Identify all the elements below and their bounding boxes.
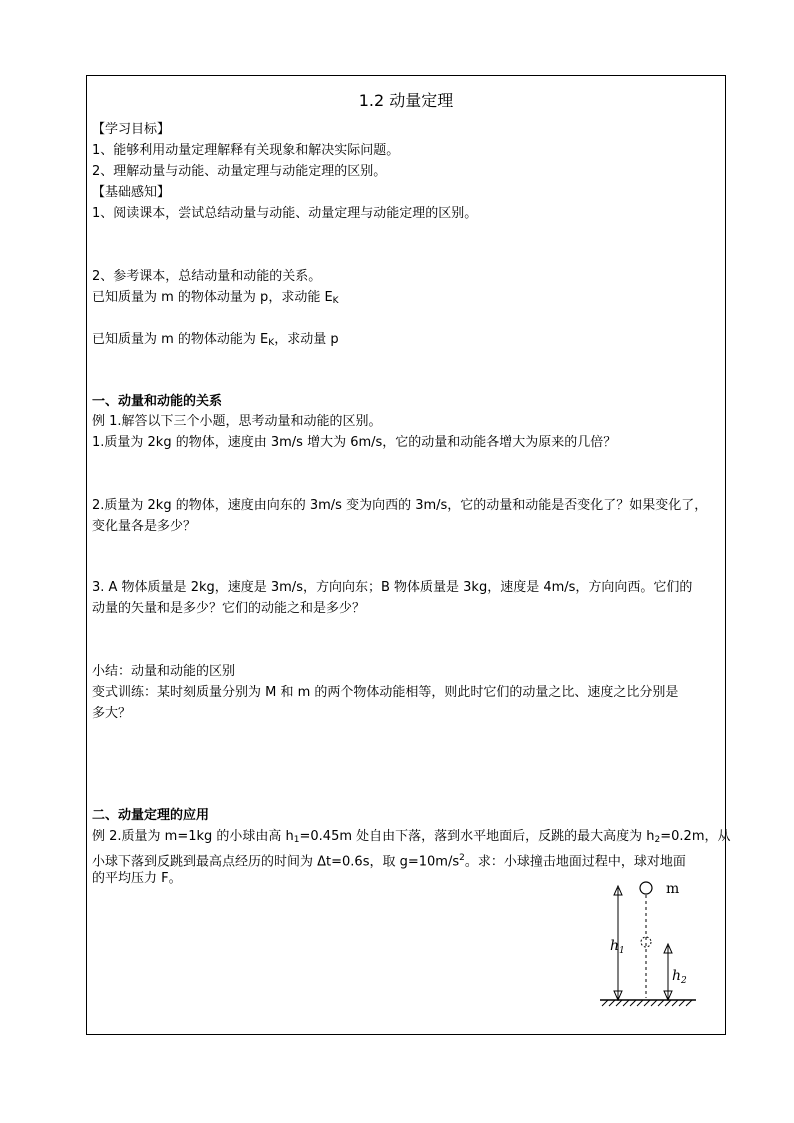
- example-1-intro: 例 1.解答以下三个小题，思考动量和动能的区别。: [92, 414, 382, 429]
- page-title: 1.2 动量定理: [358, 91, 454, 110]
- basics-heading: 【基础感知】: [92, 185, 171, 200]
- variant-training-line2: 多大？: [92, 706, 132, 721]
- h1-label: $h_1$: [610, 938, 625, 956]
- summary-line: 小结：动量和动能的区别: [92, 664, 236, 679]
- example-2-line3: 的平均压力 F。: [92, 871, 182, 886]
- ball-top-icon: [640, 882, 652, 894]
- section2-heading: 二、动量定理的应用: [92, 808, 210, 823]
- goals-heading: 【学习目标】: [92, 122, 171, 137]
- basics-question-2a: 已知质量为 m 的物体动量为 p，求动能 $E_K$: [92, 290, 339, 306]
- example-1-problem-3-line1: 3. A 物体质量是 2kg，速度是 3m/s，方向向东；B 物体质量是 3kg，速度是 4m/s，方向向西。它们的: [92, 580, 693, 595]
- section1-heading: 一、动量和动能的关系: [92, 394, 223, 409]
- mass-label: m: [666, 881, 680, 897]
- example-1-problem-1: 1.质量为 2kg 的物体，速度由 3m/s 增大为 6m/s，它的动量和动能各增大为原来的几倍？: [92, 435, 617, 450]
- variant-training-line1: 变式训练：某时刻质量分别为 M 和 m 的两个物体动能相等，则此时它们的动量之比、速度之比分别是: [92, 685, 679, 700]
- goal-item-2: 2、理解动量与动能、动量定理与动能定理的区别。: [92, 164, 387, 179]
- basics-question-2: 2、参考课本，总结动量和动能的关系。: [92, 269, 322, 284]
- h2-label: $h_2$: [672, 968, 687, 986]
- example-1-problem-2-line2: 变化量各是多少？: [92, 519, 197, 534]
- example-2-line1: 例 2.质量为 m=1kg 的小球由高 $h_1=0.45m$ 处自由下落，落到水平地面后，反跳的最大高度为 $h_2=0.2m$，从: [92, 829, 731, 845]
- example-1-problem-2-line1: 2.质量为 2kg 的物体，速度由向东的 3m/s 变为向西的 3m/s，它的动量和动能是否变化了？如果变化了，: [92, 498, 708, 513]
- basics-question-1: 1、阅读课本，尝试总结动量与动能、动量定理与动能定理的区别。: [92, 206, 478, 221]
- basics-question-2b: 已知质量为 m 的物体动能为 $E_K$，求动量 p: [92, 332, 339, 348]
- ground-hatch: [602, 1000, 692, 1006]
- goal-item-1: 1、能够利用动量定理解释有关现象和解决实际问题。: [92, 143, 400, 158]
- example-1-problem-3-line2: 动量的矢量和是多少？它们的动能之和是多少？: [92, 601, 366, 616]
- falling-ball-figure: [596, 880, 706, 1010]
- example-2-line2: 小球下落到反跳到最高点经历的时间为 Δt=0.6s，取 $g=10m/s^2$。求：小球撞击地面过程中，球对地面: [92, 853, 686, 870]
